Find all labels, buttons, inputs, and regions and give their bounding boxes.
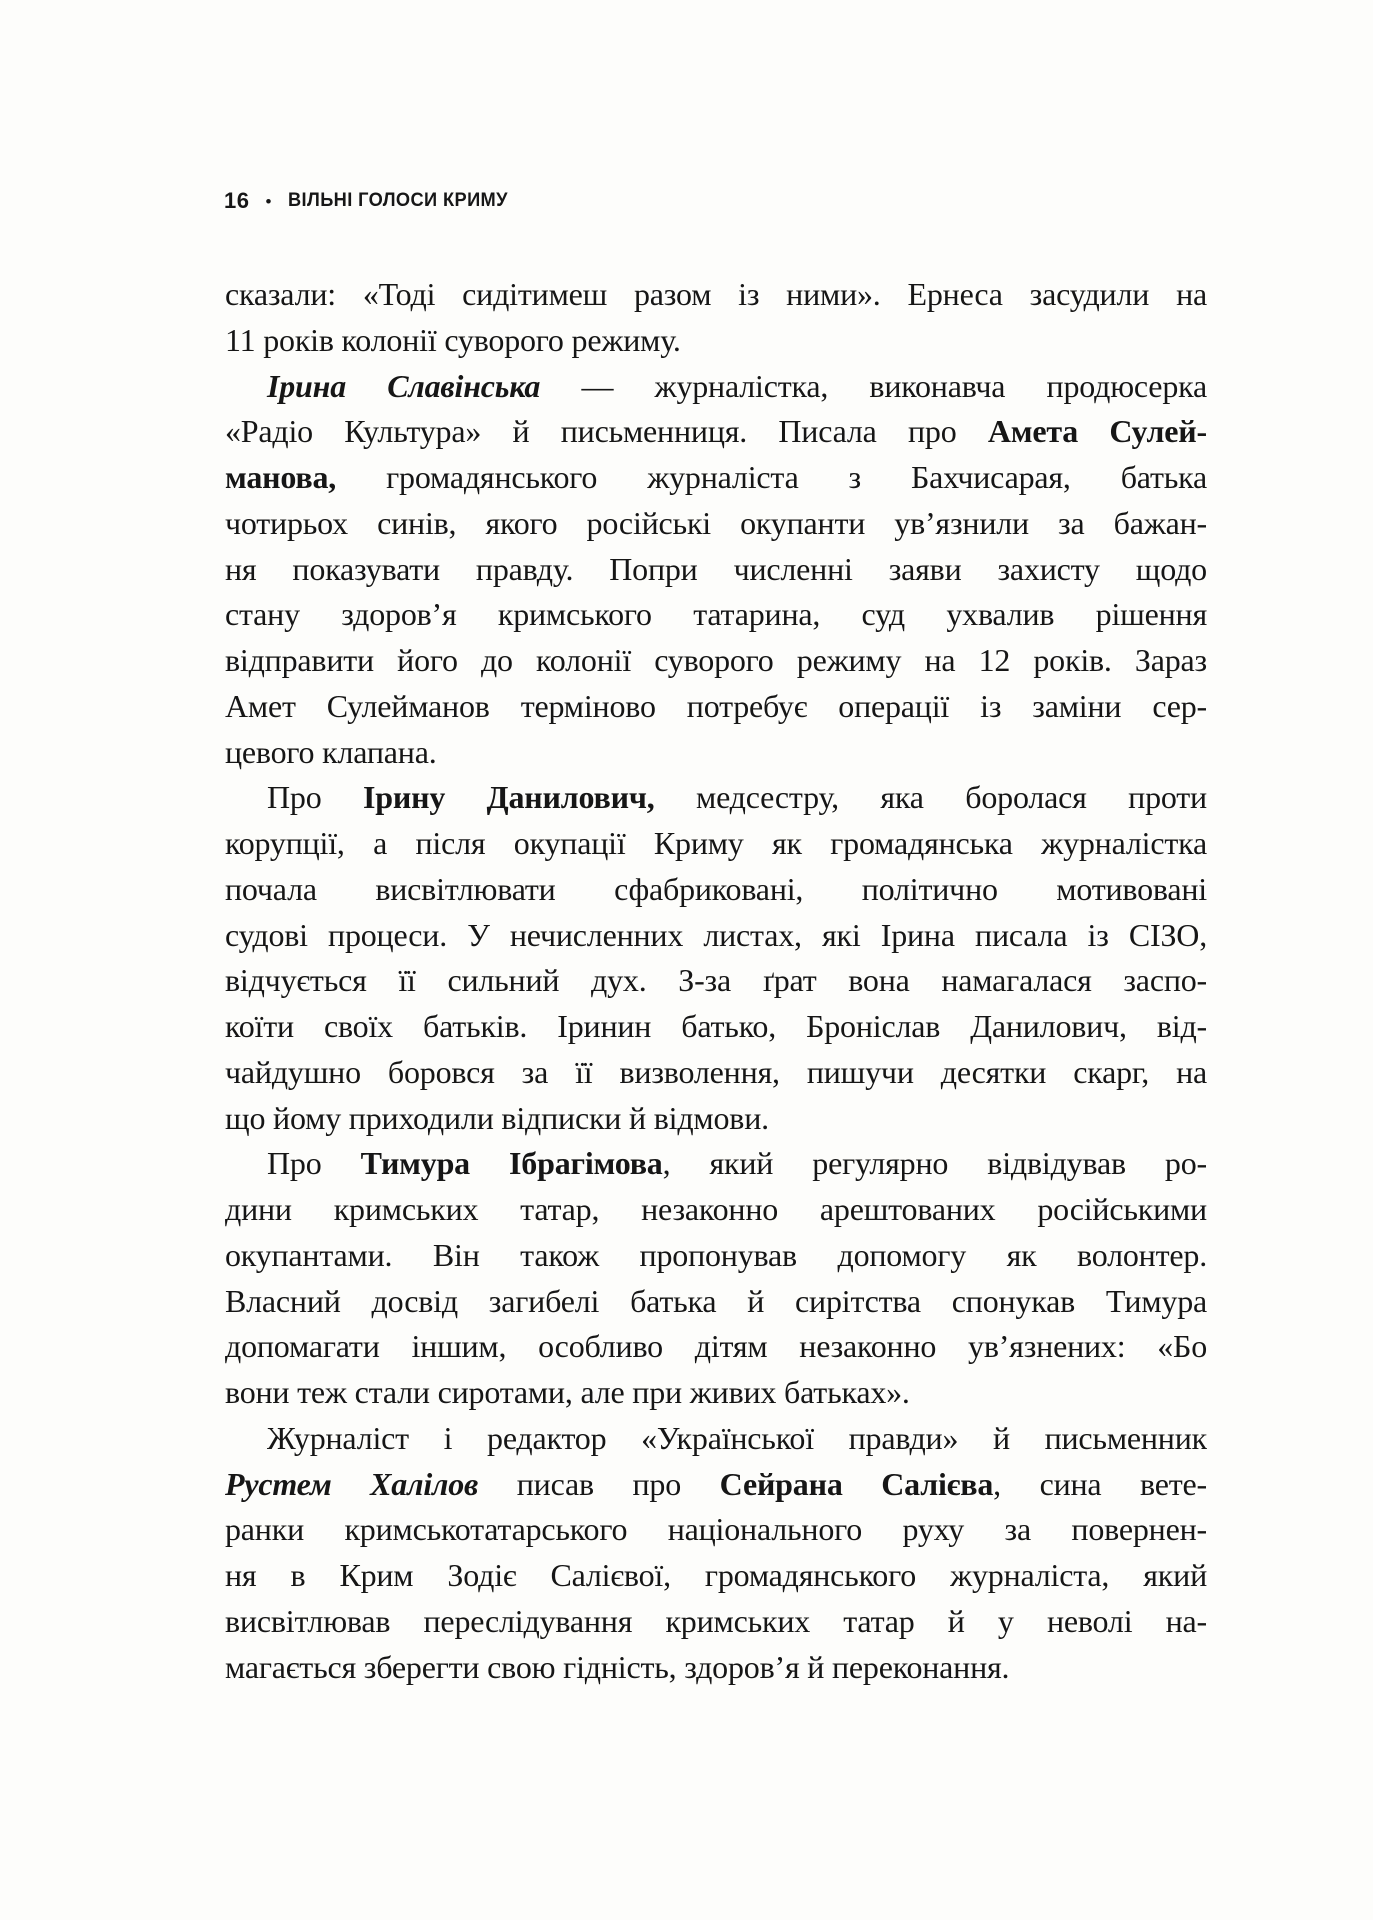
text-line: [225, 1324, 1207, 1370]
text-line: [225, 638, 1207, 684]
text-line: [225, 1370, 1207, 1416]
text-segment: що йому приходили відписки й відмови.: [225, 1099, 769, 1136]
text-segment: корупції, а після окупації Криму як громадянська журналістка: [225, 825, 1207, 861]
text-line: [225, 455, 1207, 501]
text-segment: «Радіо Культура» й письменниця. Писала про: [225, 413, 988, 450]
paragraph: [225, 1141, 1207, 1416]
text-segment: Ірина Славінська: [267, 367, 541, 404]
text-line: [225, 1233, 1207, 1279]
text-segment: ранки кримськотатарського національного руху за повернен-: [225, 1511, 1207, 1548]
text-line: [225, 592, 1207, 638]
text-line: [225, 364, 1207, 410]
text-segment: вони теж стали сиротами, але при живих батьках».: [225, 1374, 910, 1410]
text-line: [225, 958, 1207, 1004]
text-segment: почала висвітлювати сфабриковані, політично мотивовані: [225, 870, 1207, 907]
text-line: [225, 1553, 1207, 1599]
paragraph: [225, 272, 1207, 364]
text-line: [225, 821, 1207, 867]
text-line: [225, 730, 1207, 776]
text-segment: Про: [267, 1145, 361, 1182]
text-segment: Власний досвід загибелі батька й сирітства спонукав Тимура: [225, 1282, 1207, 1319]
text-segment: коїти своїх батьків. Іринин батько, Броніслав Данилович, від-: [225, 1008, 1207, 1044]
text-segment: судові процеси. У нечисленних листах, які Ірина писала із СІЗО,: [225, 916, 1207, 953]
text-segment: громадянського журналіста з Бахчисарая, батька: [336, 459, 1207, 495]
text-segment: окупантами. Він також пропонував допомогу як волонтер.: [225, 1236, 1207, 1273]
text-line: [225, 867, 1207, 913]
running-title: ВІЛЬНІ ГОЛОСИ КРИМУ: [288, 190, 509, 211]
paragraph: [225, 1416, 1207, 1691]
text-segment: дини кримських татар, незаконно арештованих російськими: [225, 1191, 1207, 1227]
text-segment: цевого клапана.: [225, 733, 437, 770]
text-segment: Тимура Ібрагімова: [360, 1145, 663, 1182]
text-segment: — журналістка, виконавча продюсерка: [540, 367, 1207, 404]
text-segment: допомагати іншим, особливо дітям незаконно ув’язнених: «Бо: [225, 1328, 1207, 1365]
paragraph: [225, 775, 1207, 1141]
text-segment: чайдушно боровся за її визволення, пишучи десятки скарг, на: [225, 1053, 1207, 1090]
text-segment: відчується її сильний дух. З-за ґрат вона намагалася заспо-: [225, 962, 1207, 999]
page-number: 16: [224, 188, 250, 213]
text-line: [225, 547, 1207, 593]
text-line: [225, 1599, 1207, 1645]
text-line: [225, 1645, 1207, 1691]
text-segment: висвітлював переслідування кримських татар й у неволі на-: [225, 1602, 1207, 1639]
text-segment: сказали: «Тоді сидітимеш разом із ними». Ернеса засудили на: [225, 276, 1207, 312]
text-line: [225, 1416, 1207, 1462]
text-segment: стану здоров’я кримського татарина, суд ухвалив рішення: [225, 596, 1207, 633]
text-line: [225, 1096, 1207, 1142]
text-segment: , який регулярно відвідував ро-: [662, 1145, 1207, 1182]
text-segment: Журналіст і редактор «Української правди» й письменник: [267, 1419, 1207, 1456]
text-segment: 11 років колонії суворого режиму.: [225, 321, 681, 358]
text-segment: Про: [267, 779, 364, 816]
text-line: [225, 1050, 1207, 1096]
text-segment: , сина вете-: [993, 1465, 1207, 1502]
text-segment: манова,: [225, 459, 337, 495]
text-line: [225, 913, 1207, 959]
text-segment: Ірину Данилович,: [363, 779, 655, 816]
text-line: [225, 318, 1207, 364]
text-line: [225, 1507, 1207, 1553]
text-line: [225, 1187, 1207, 1233]
page-header: [224, 188, 517, 214]
text-line: [225, 1004, 1207, 1050]
text-line: [225, 1141, 1207, 1187]
text-segment: писав про: [478, 1465, 720, 1502]
text-segment: Амета Сулей-: [987, 413, 1207, 450]
text-segment: ня показувати правду. Попри численні заяви захисту щодо: [225, 550, 1207, 587]
text-line: [225, 409, 1207, 455]
text-segment: Сейрана Салієва: [719, 1465, 994, 1502]
text-segment: Амет Сулейманов терміново потребує операції із заміни сер-: [225, 687, 1207, 724]
text-line: [225, 684, 1207, 730]
text-line: [225, 1279, 1207, 1325]
bullet-separator-icon: •: [265, 191, 272, 211]
text-segment: магається зберегти свою гідність, здоров’я й переконання.: [225, 1648, 1010, 1685]
paragraph: [225, 364, 1207, 776]
text-line: [225, 501, 1207, 547]
body-text: [225, 272, 1207, 1690]
text-segment: медсестру, яка боролася проти: [654, 779, 1207, 816]
text-segment: ня в Крим Зодіє Салієвої, громадянського журналіста, який: [225, 1557, 1207, 1593]
text-line: [225, 1462, 1207, 1508]
text-segment: Рустем Халілов: [225, 1465, 479, 1502]
text-line: [225, 272, 1207, 318]
text-line: [225, 775, 1207, 821]
text-segment: чотирьох синів, якого російські окупанти ув’язнили за бажан-: [225, 504, 1207, 541]
text-segment: відправити його до колонії суворого режиму на 12 років. Зараз: [225, 642, 1207, 678]
